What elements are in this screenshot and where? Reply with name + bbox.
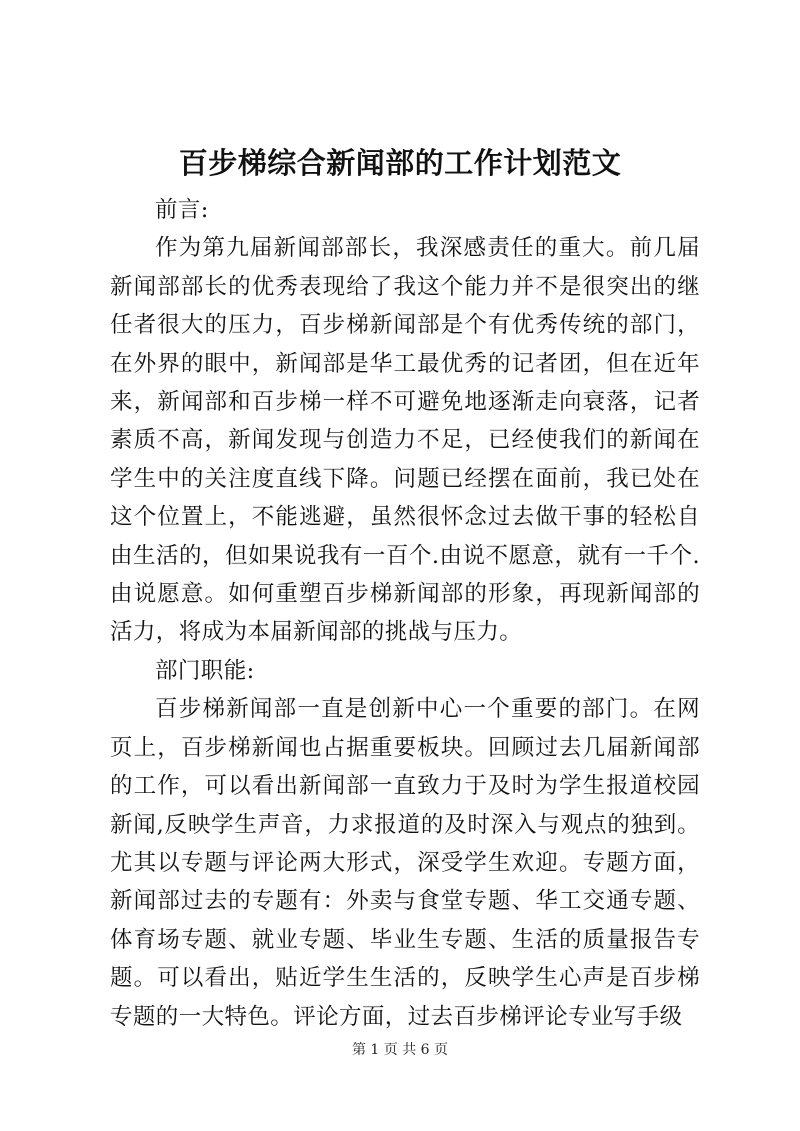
paragraph-function-heading: 部门职能:: [155, 657, 255, 684]
document-title: 百步梯综合新闻部的工作计划范文: [178, 146, 622, 180]
paragraph-function-body: 百步梯新闻部一直是创新中心一个重要的部门。在网页上，百步梯新闻也占据重要板块。回顾过去几届新闻部的工作，可以看出新闻部一直致力于及时为学生报道校园新闻,反映学生声音，力求报道的及时深入与观点的独到。尤其以专题与评论两大形式，深受学生欢迎。专题方面，新闻部过去的专题有：外卖与食堂专题、华工交通专题、体育场专题、就业专题、毕业生专题、生活的质量报告专题。可以看出，贴近学生生活的，反映学生心声是百步梯专题的一大特色。评论方面，过去百步梯评论专业写手级: [110, 696, 700, 1030]
document-body: [110, 191, 700, 1036]
page-footer: 第 1 页 共 6 页: [351, 1042, 449, 1058]
paragraph-preface-heading: 前言:: [155, 197, 209, 223]
paragraph-preface-body: 作为第九届新闻部部长，我深感责任的重大。前几届新闻部部长的优秀表现给了我这个能力并不是很突出的继任者很大的压力，百步梯新闻部是个有优秀传统的部门，在外界的眼中，新闻部是华工最优秀的记者团，但在近年来，新闻部和百步梯一样不可避免地逐渐走向衰落，记者素质不高，新闻发现与创造力不足，已经使我们的新闻在学生中的关注度直线下降。问题已经摆在面前，我已处在这个位置上，不能逃避，虽然很怀念过去做干事的轻松自由生活的，但如果说我有一百个.由说不愿意，就有一千个.由说愿意。如何重塑百步梯新闻部的形象，再现新闻部的活力，将成为本届新闻部的挑战与压力。: [110, 235, 700, 646]
